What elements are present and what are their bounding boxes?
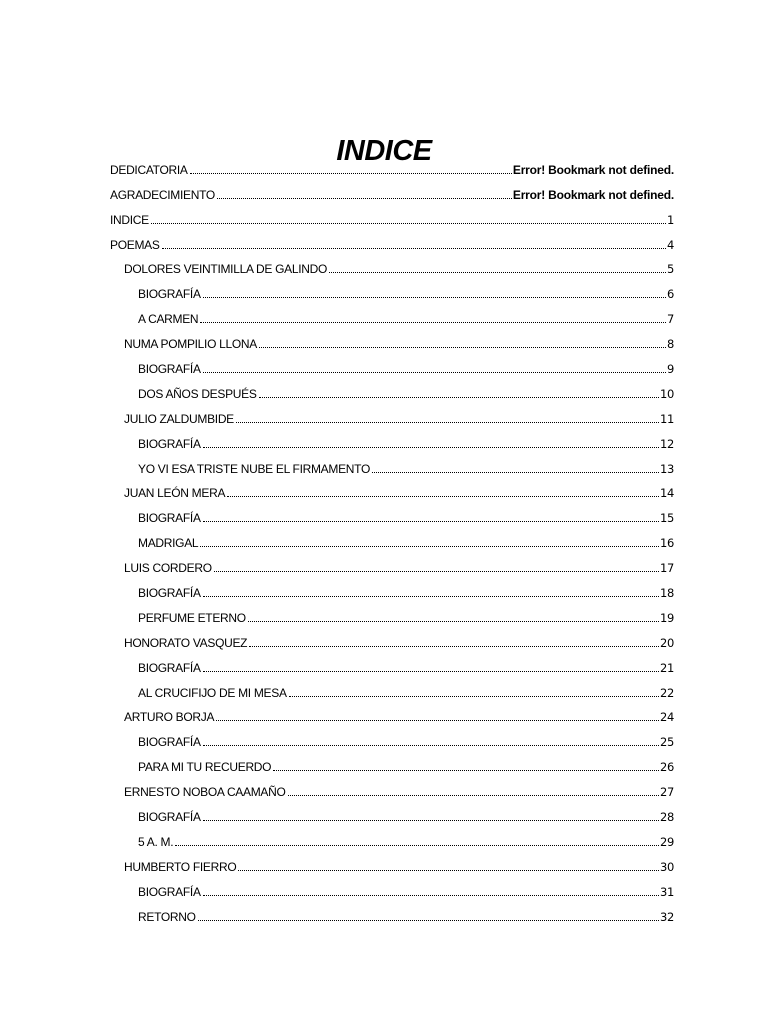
toc-entry-label: BIOGRAFÍA <box>138 660 201 675</box>
table-of-contents <box>110 152 674 924</box>
dot-leader <box>214 569 659 572</box>
toc-entry[interactable] <box>110 476 674 501</box>
toc-entry-page-number: 16 <box>659 536 674 551</box>
toc-entry[interactable] <box>110 675 674 700</box>
toc-entry-label: DOS AÑOS DESPUÉS <box>138 386 257 401</box>
toc-entry-label: A CARMEN <box>138 312 199 327</box>
dot-leader <box>238 868 659 871</box>
toc-entry[interactable] <box>110 376 674 401</box>
toc-entry-page-number: 20 <box>659 635 674 650</box>
toc-entry-label: BIOGRAFÍA <box>138 511 201 526</box>
toc-entry[interactable] <box>110 899 674 924</box>
toc-entry-label: BIOGRAFÍA <box>138 287 201 302</box>
dot-leader <box>289 694 659 697</box>
toc-entry[interactable] <box>110 625 674 650</box>
dot-leader <box>372 470 659 473</box>
toc-entry[interactable] <box>110 326 674 351</box>
toc-entry-page-number: 21 <box>659 660 674 675</box>
dot-leader <box>200 320 666 323</box>
toc-entry[interactable] <box>110 525 674 550</box>
toc-entry[interactable] <box>110 500 674 525</box>
toc-entry-label: INDICE <box>110 212 149 227</box>
toc-entry-label: AL CRUCIFIJO DE MI MESA <box>138 685 287 700</box>
dot-leader <box>200 544 659 547</box>
toc-entry[interactable] <box>110 724 674 749</box>
page-title: INDICE <box>336 135 432 168</box>
dot-leader <box>249 644 659 647</box>
toc-entry[interactable] <box>110 202 674 227</box>
dot-leader <box>259 345 666 348</box>
toc-entry[interactable] <box>110 874 674 899</box>
toc-entry-page-number: 1 <box>666 212 674 227</box>
toc-entry-label: BIOGRAFÍA <box>138 436 201 451</box>
dot-leader <box>203 669 659 672</box>
dot-leader <box>236 420 659 423</box>
toc-entry-page-number: 24 <box>659 710 674 725</box>
toc-entry-label: JULIO ZALDUMBIDE <box>124 411 234 426</box>
toc-entry-label: MADRIGAL <box>138 536 199 551</box>
dot-leader <box>190 171 512 174</box>
toc-entry-page-number: 14 <box>659 486 674 501</box>
dot-leader <box>273 768 659 771</box>
toc-entry-label: DEDICATORIA <box>110 162 188 177</box>
toc-entry-label: ERNESTO NOBOA CAAMAÑO <box>124 785 286 800</box>
toc-entry-label: HUMBERTO FIERRO <box>124 859 237 874</box>
toc-entry-label: BIOGRAFÍA <box>138 362 201 377</box>
dot-leader <box>203 445 659 448</box>
toc-entry-page-number: 17 <box>659 561 674 576</box>
toc-entry-page-number: 31 <box>659 884 674 899</box>
toc-entry-page-number: 13 <box>659 461 674 476</box>
toc-entry-page-number: 28 <box>659 810 674 825</box>
toc-entry-label: POEMAS <box>110 237 160 252</box>
toc-entry[interactable] <box>110 700 674 725</box>
toc-entry-page-number: 15 <box>659 511 674 526</box>
dot-leader <box>248 619 659 622</box>
toc-entry-label: BIOGRAFÍA <box>138 735 201 750</box>
toc-entry-page-number: 22 <box>659 685 674 700</box>
toc-entry-label: PERFUME ETERNO <box>138 610 246 625</box>
toc-entry-page-number: 8 <box>666 337 674 352</box>
toc-entry-label: NUMA POMPILIO LLONA <box>124 337 258 352</box>
toc-entry-page-number: 5 <box>666 262 674 277</box>
dot-leader <box>227 494 659 497</box>
toc-entry-page-number: 11 <box>659 411 674 426</box>
toc-entry[interactable] <box>110 550 674 575</box>
dot-leader <box>288 793 659 796</box>
toc-entry[interactable] <box>110 575 674 600</box>
toc-entry-label: RETORNO <box>138 909 196 924</box>
dot-leader <box>175 843 659 846</box>
dot-leader <box>203 743 659 746</box>
toc-entry-label: AGRADECIMIENTO <box>110 187 215 202</box>
toc-entry-label: BIOGRAFÍA <box>138 586 201 601</box>
toc-entry[interactable] <box>110 252 674 277</box>
dot-leader <box>329 270 666 273</box>
toc-entry[interactable] <box>110 177 674 202</box>
toc-entry-label: PARA MI TU RECUERDO <box>138 760 272 775</box>
toc-entry-label: LUIS CORDERO <box>124 561 212 576</box>
toc-entry[interactable] <box>110 276 674 301</box>
toc-entry-page-number: 25 <box>659 735 674 750</box>
toc-entry-label: BIOGRAFÍA <box>138 810 201 825</box>
toc-entry[interactable] <box>110 426 674 451</box>
toc-entry-page-number: 27 <box>659 785 674 800</box>
dot-leader <box>203 519 659 522</box>
toc-entry[interactable] <box>110 600 674 625</box>
toc-entry-page-number: 19 <box>659 610 674 625</box>
toc-entry[interactable] <box>110 774 674 799</box>
toc-entry-page-number: 12 <box>659 436 674 451</box>
toc-entry-label: HONORATO VASQUEZ <box>124 635 248 650</box>
dot-leader <box>198 918 659 921</box>
toc-entry-page-number: 29 <box>659 834 674 849</box>
dot-leader <box>203 370 666 373</box>
dot-leader <box>216 718 659 721</box>
toc-entry-page-number: 6 <box>666 287 674 302</box>
toc-entry[interactable] <box>110 451 674 476</box>
toc-entry[interactable] <box>110 799 674 824</box>
dot-leader <box>203 594 659 597</box>
toc-entry[interactable] <box>110 227 674 252</box>
dot-leader <box>162 246 666 249</box>
toc-entry[interactable] <box>110 401 674 426</box>
toc-entry-page-number: 26 <box>659 760 674 775</box>
toc-entry-label: BIOGRAFÍA <box>138 884 201 899</box>
toc-entry[interactable] <box>110 849 674 874</box>
toc-entry-page-number: 9 <box>666 362 674 377</box>
toc-entry-page-number: 18 <box>659 586 674 601</box>
dot-leader <box>203 818 659 821</box>
toc-entry-page-number: 4 <box>666 237 674 252</box>
dot-leader <box>259 395 659 398</box>
toc-entry-page-number: 30 <box>659 859 674 874</box>
toc-entry-label: YO VI ESA TRISTE NUBE EL FIRMAMENTO <box>138 461 370 476</box>
toc-entry-label: DOLORES VEINTIMILLA DE GALINDO <box>124 262 328 277</box>
toc-entry-page-number: Error! Bookmark not defined. <box>512 162 674 177</box>
toc-entry[interactable] <box>110 650 674 675</box>
toc-entry[interactable] <box>110 749 674 774</box>
toc-entry-page-number: 7 <box>666 312 674 327</box>
toc-entry[interactable] <box>110 351 674 376</box>
toc-entry-page-number: Error! Bookmark not defined. <box>512 187 674 202</box>
toc-entry-page-number: 10 <box>659 386 674 401</box>
toc-entry-label: 5 A. M. <box>138 834 174 849</box>
dot-leader <box>203 295 666 298</box>
dot-leader <box>217 196 512 199</box>
toc-entry[interactable] <box>110 152 674 177</box>
toc-entry-label: ARTURO BORJA <box>124 710 215 725</box>
toc-entry-label: JUAN LEÓN MERA <box>124 486 226 501</box>
dot-leader <box>203 893 659 896</box>
dot-leader <box>151 221 666 224</box>
toc-entry[interactable] <box>110 301 674 326</box>
toc-entry[interactable] <box>110 824 674 849</box>
toc-entry-page-number: 32 <box>659 909 674 924</box>
